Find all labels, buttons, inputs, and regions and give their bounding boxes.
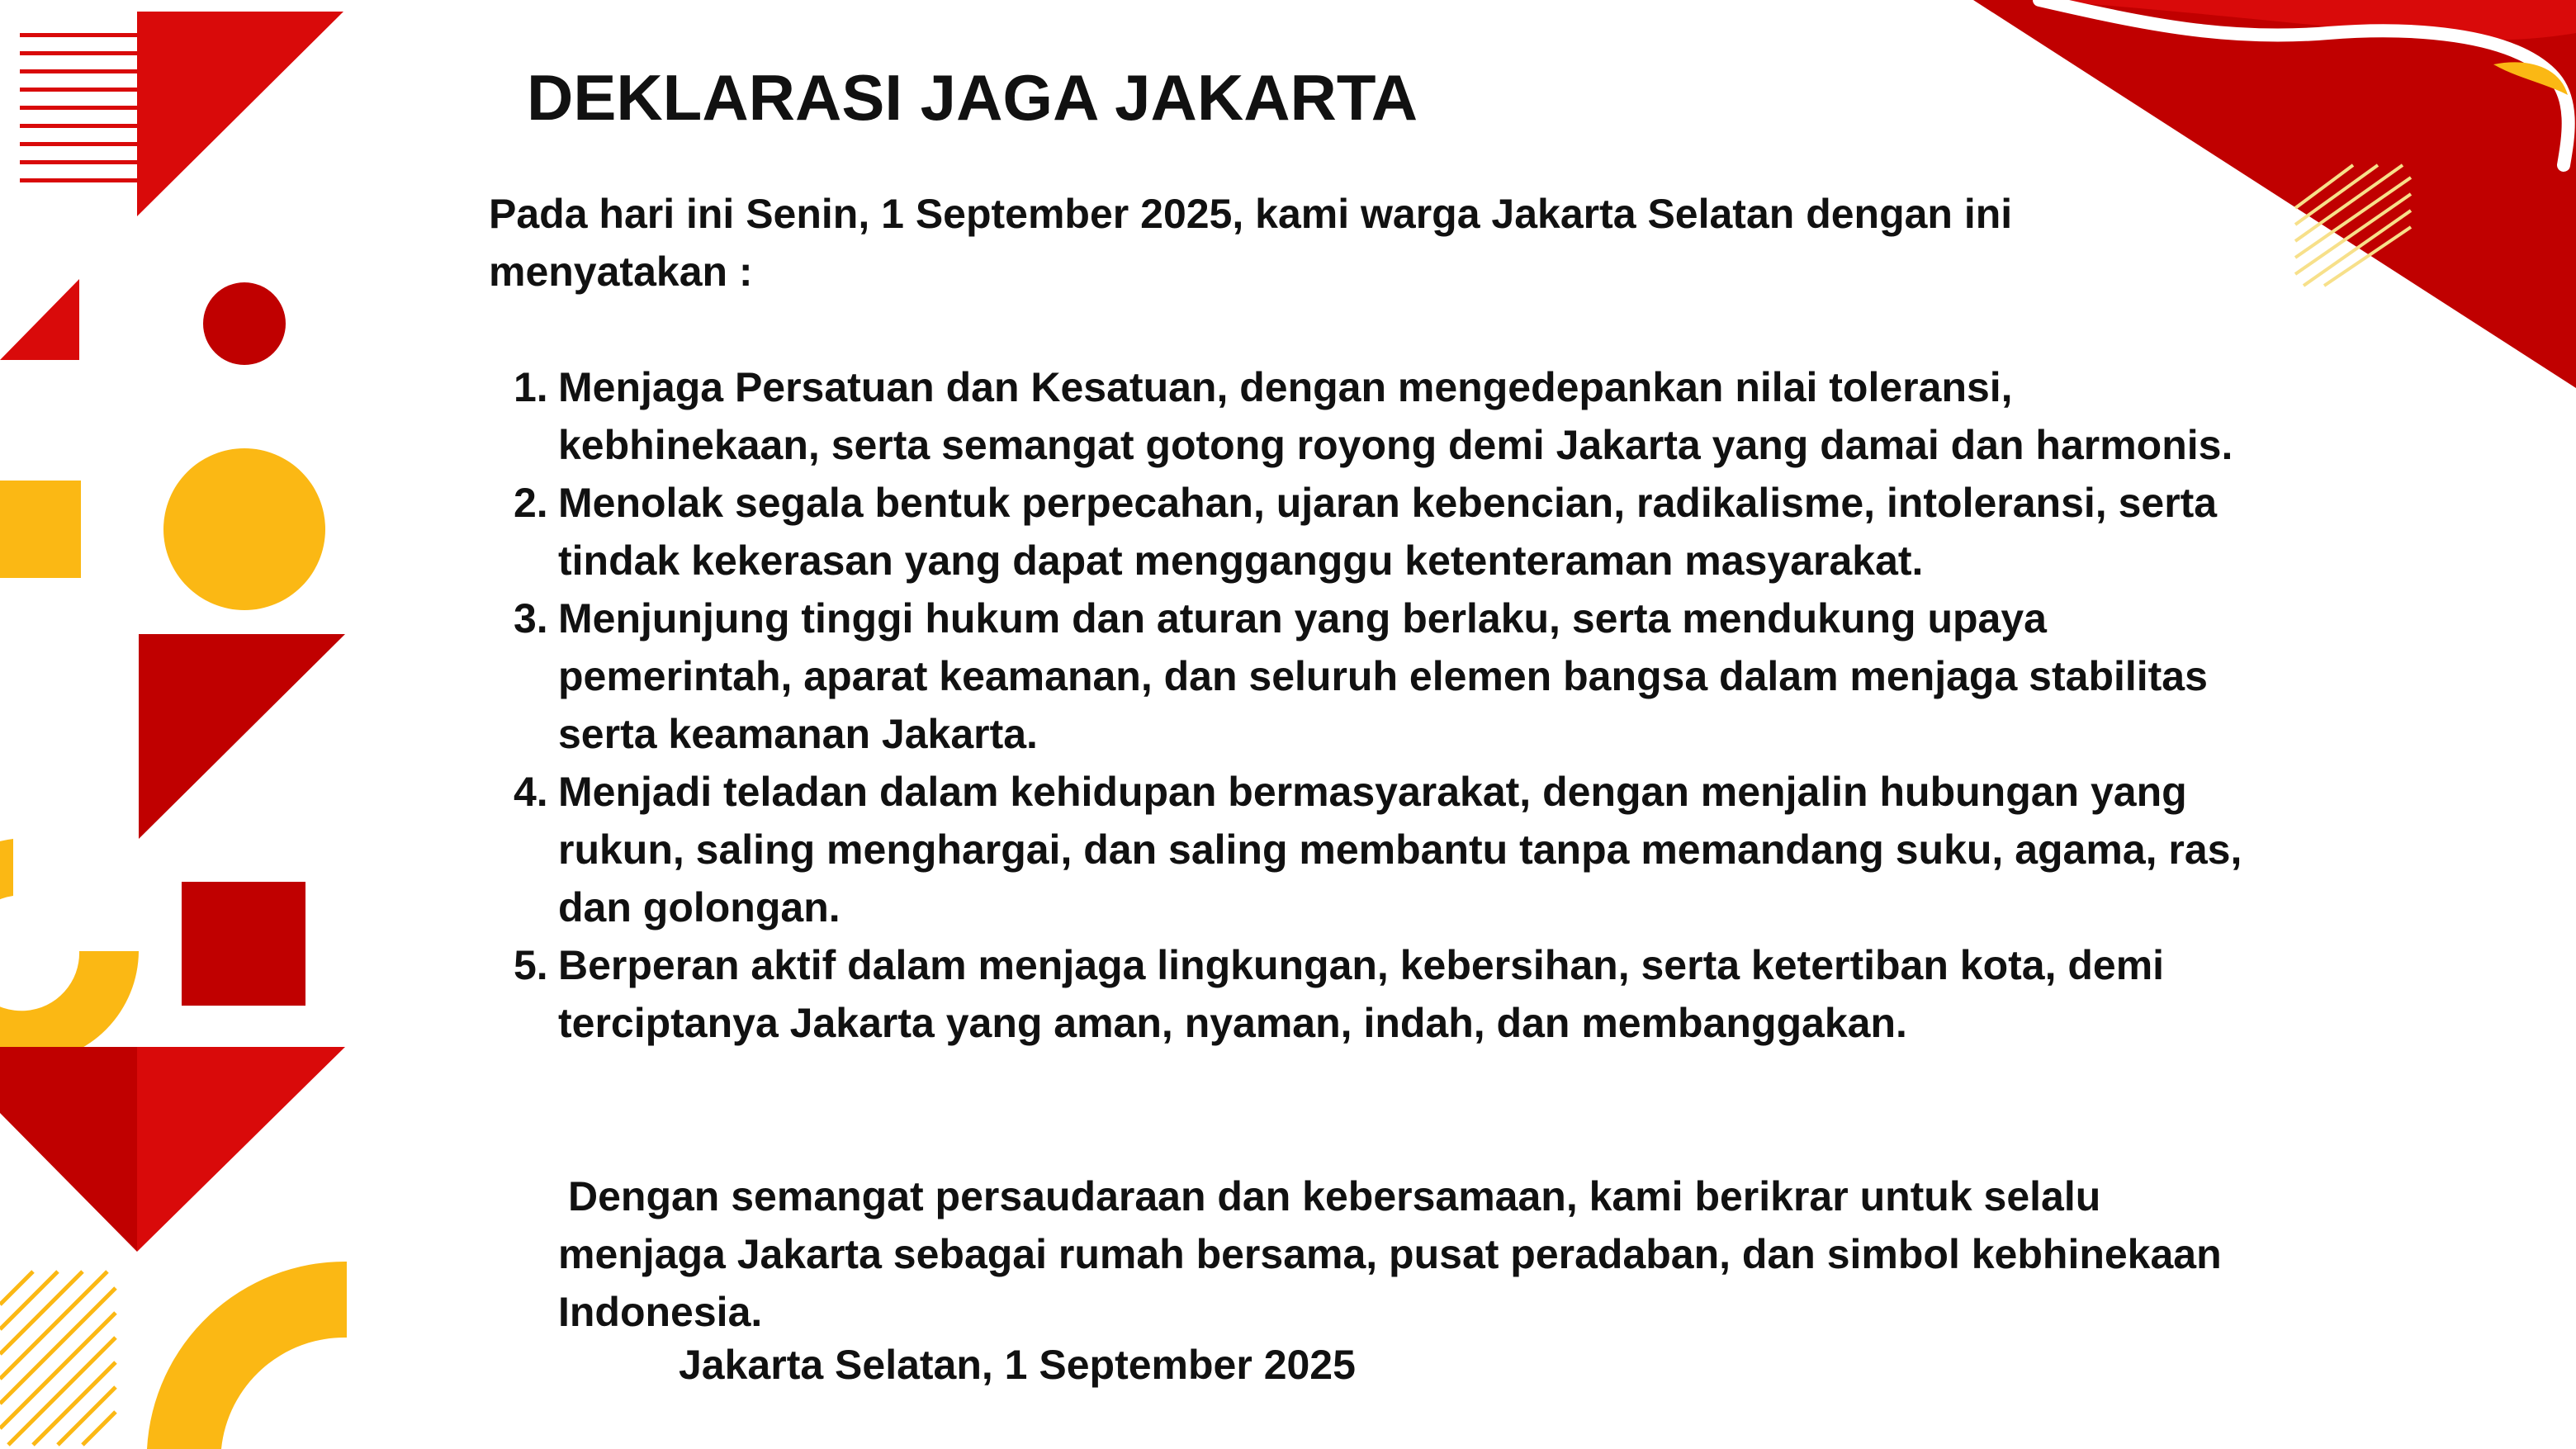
list-item-text: Menjaga Persatuan dan Kesatuan, dengan mengedepankan nilai toleransi, kebhinekaan, serta semangat gotong royong demi Jakarta yang damai dan harmonis. [558,364,2233,468]
place-and-date: Jakarta Selatan, 1 September 2025 [679,1342,1356,1388]
red-triangle-top [137,12,343,216]
list-item [514,474,2280,590]
list-item-text: Menjunjung tinggi hukum dan aturan yang berlaku, serta mendukung upaya pemerintah, aparat keamanan, dan seluruh elemen bangsa dalam menjaga stabilitas serta keamanan Jakarta. [558,595,2208,757]
list-item [514,590,2280,763]
list-item [514,763,2280,936]
list-item-number: 4. [514,769,548,815]
list-item-text: Menjadi teladan dalam kehidupan bermasyarakat, dengan menjalin hubungan yang rukun, saling menghargai, dan saling membantu tanpa memandang suku, agama, ras, dan golongan. [558,769,2242,930]
closing-paragraph: Dengan semangat persaudaraan dan kebersamaan, kami berikrar untuk selalu menjaga Jakarta sebagai rumah bersama, pusat peradaban, dan simbol kebhinekaan Indonesia. [558,1173,2222,1335]
yellow-arc-left [0,839,139,1063]
intro-paragraph: Pada hari ini Senin, 1 September 2025, kami warga Jakarta Selatan dengan ini menyatakan : [489,191,2013,295]
list-item-number: 3. [514,595,548,642]
red-circle [203,282,286,365]
yellow-square [0,481,81,578]
list-item-number: 5. [514,942,548,988]
list-item-number: 1. [514,364,548,410]
list-item-number: 2. [514,480,548,526]
red-triangle-right [137,1047,345,1252]
left-stripes-decoration [20,33,137,182]
page-title: DEKLARASI JAGA JAKARTA [527,61,1418,134]
declaration-points-list [514,358,2280,1052]
list-item-text: Berperan aktif dalam menjaga lingkungan, kebersihan, serta ketertiban kota, demi terciptanya Jakarta yang aman, nyaman, indah, dan membanggakan. [558,942,2165,1046]
list-item [514,358,2280,474]
red-triangle-middle [139,634,345,839]
red-triangle-left [0,1047,137,1252]
yellow-circle [163,448,325,610]
list-item [514,936,2280,1052]
yellow-hatch-decoration [0,1271,116,1445]
red-square [182,882,305,1006]
yellow-arc-bottom [147,1262,347,1449]
red-small-triangle [0,279,79,360]
list-item-text: Menolak segala bentuk perpecahan, ujaran kebencian, radikalisme, intoleransi, serta tindak kekerasan yang dapat mengganggu ketenteraman masyarakat. [558,480,2218,584]
